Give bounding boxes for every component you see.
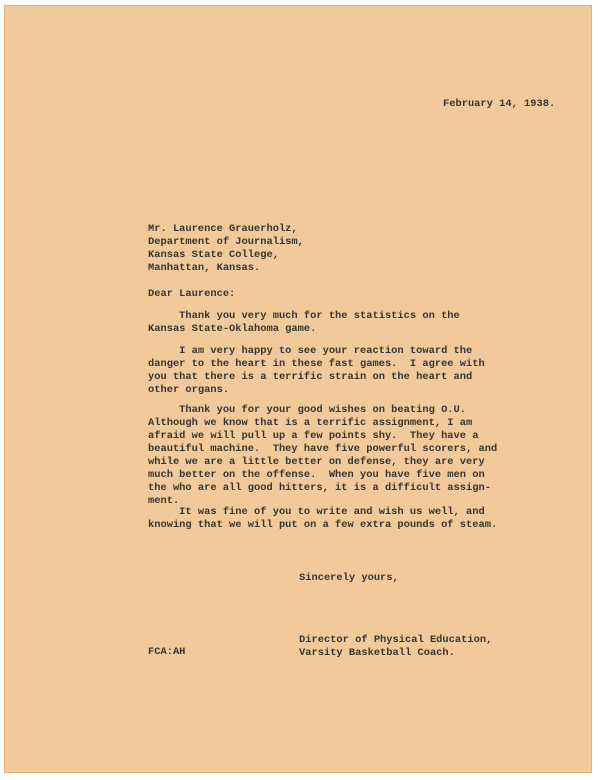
paragraph-line: while we are a little better on defense, they are very (148, 456, 485, 468)
paragraph-line: knowing that we will put on a few extra pounds of steam. (148, 519, 498, 531)
paragraph-2 (148, 345, 485, 397)
signature-title: Director of Physical Education, (299, 634, 493, 646)
paragraph-line: ment. (148, 495, 180, 507)
paragraph-line: It was fine of you to write and wish us well, and (148, 506, 485, 518)
paragraph-line: much better on the offense. When you have five men on (148, 469, 485, 481)
letter-page (4, 5, 592, 773)
paragraph-4 (148, 506, 497, 532)
paragraph-line: the who are all good hitters, it is a difficult assign- (148, 482, 491, 494)
closing: Sincerely yours, (299, 572, 399, 584)
address-line: Mr. Laurence Grauerholz, (148, 223, 298, 235)
typist-initials: FCA:AH (148, 646, 186, 658)
letter-date: February 14, 1938. (443, 98, 556, 110)
paragraph-line: Kansas State-Oklahoma game. (148, 323, 317, 335)
address-line: Department of Journalism, (148, 236, 304, 248)
paragraph-line: Thank you very much for the statistics on the (148, 310, 460, 322)
paragraph-line: you that there is a terrific strain on the heart and (148, 371, 473, 383)
paragraph-3 (148, 404, 497, 508)
paragraph-line: other organs. (148, 384, 230, 396)
paragraph-line: beautiful machine. They have five powerful scorers, and (148, 443, 498, 455)
salutation: Dear Laurence: (148, 288, 236, 300)
inside-address (148, 223, 304, 275)
paragraph-line: Although we know that is a terrific assignment, I am (148, 417, 473, 429)
paragraph-line: I am very happy to see your reaction toward the (148, 345, 473, 357)
paragraph-1 (148, 310, 460, 336)
paragraph-line: Thank you for your good wishes on beating O.U. (148, 404, 467, 416)
address-line: Kansas State College, (148, 249, 279, 261)
signature-block (299, 634, 492, 660)
paragraph-line: danger to the heart in these fast games. I agree with (148, 358, 485, 370)
signature-title: Varsity Basketball Coach. (299, 647, 455, 659)
paragraph-line: afraid we will pull up a few points shy. They have a (148, 430, 479, 442)
address-line: Manhattan, Kansas. (148, 262, 261, 274)
